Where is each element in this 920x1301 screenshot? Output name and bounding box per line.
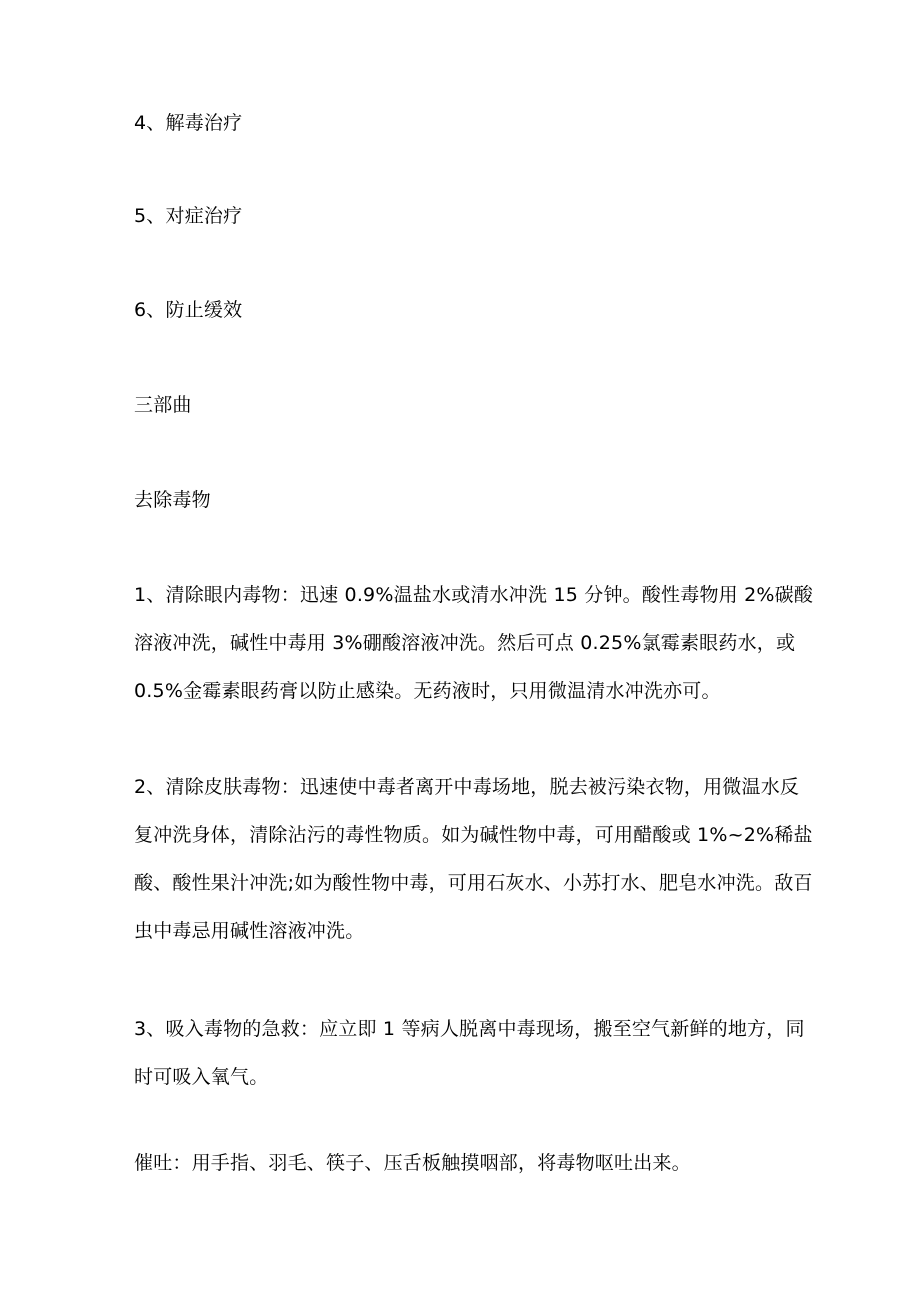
paragraph-line: 酸、酸性果汁冲洗;如为酸性物中毒，可用石灰水、小苏打水、肥皂水冲洗。敌百 bbox=[134, 872, 813, 894]
item-prevent-delayed-effect: 6、防止缓效 bbox=[134, 299, 243, 321]
paragraph-line: 虫中毒忌用碱性溶液冲洗。 bbox=[134, 920, 365, 942]
item-detox-treatment: 4、解毒治疗 bbox=[134, 112, 243, 134]
section-heading-three-steps: 三部曲 bbox=[134, 394, 192, 416]
paragraph-line: 时可吸入氧气。 bbox=[134, 1066, 269, 1088]
paragraph-line: 复冲洗身体，清除沾污的毒性物质。如为碱性物中毒，可用醋酸或 1%~2%稀盐 bbox=[134, 824, 813, 846]
paragraph-skin-poison bbox=[134, 772, 813, 964]
paragraph-line: 溶液冲洗，碱性中毒用 3%硼酸溶液冲洗。然后可点 0.25%氯霉素眼药水，或 bbox=[134, 632, 796, 654]
paragraph-line: 1、清除眼内毒物：迅速 0.9%温盐水或清水冲洗 15 分钟。酸性毒物用 2%碳酸 bbox=[134, 584, 814, 606]
paragraph-line: 2、清除皮肤毒物：迅速使中毒者离开中毒场地，脱去被污染衣物，用微温水反 bbox=[134, 776, 800, 798]
item-symptomatic-treatment: 5、对症治疗 bbox=[134, 205, 243, 227]
paragraph-line: 3、吸入毒物的急救：应立即 1 等病人脱离中毒现场，搬至空气新鲜的地方，同 bbox=[134, 1018, 805, 1040]
paragraph-inhaled-poison bbox=[134, 1014, 805, 1110]
section-heading-remove-poison: 去除毒物 bbox=[134, 489, 211, 511]
paragraph-eye-poison bbox=[134, 580, 814, 724]
paragraph-induce-vomiting: 催吐：用手指、羽毛、筷子、压舌板触摸咽部，将毒物呕吐出来。 bbox=[134, 1152, 691, 1174]
paragraph-line: 0.5%金霉素眼药膏以防止感染。无药液时，只用微温清水冲洗亦可。 bbox=[134, 680, 721, 702]
